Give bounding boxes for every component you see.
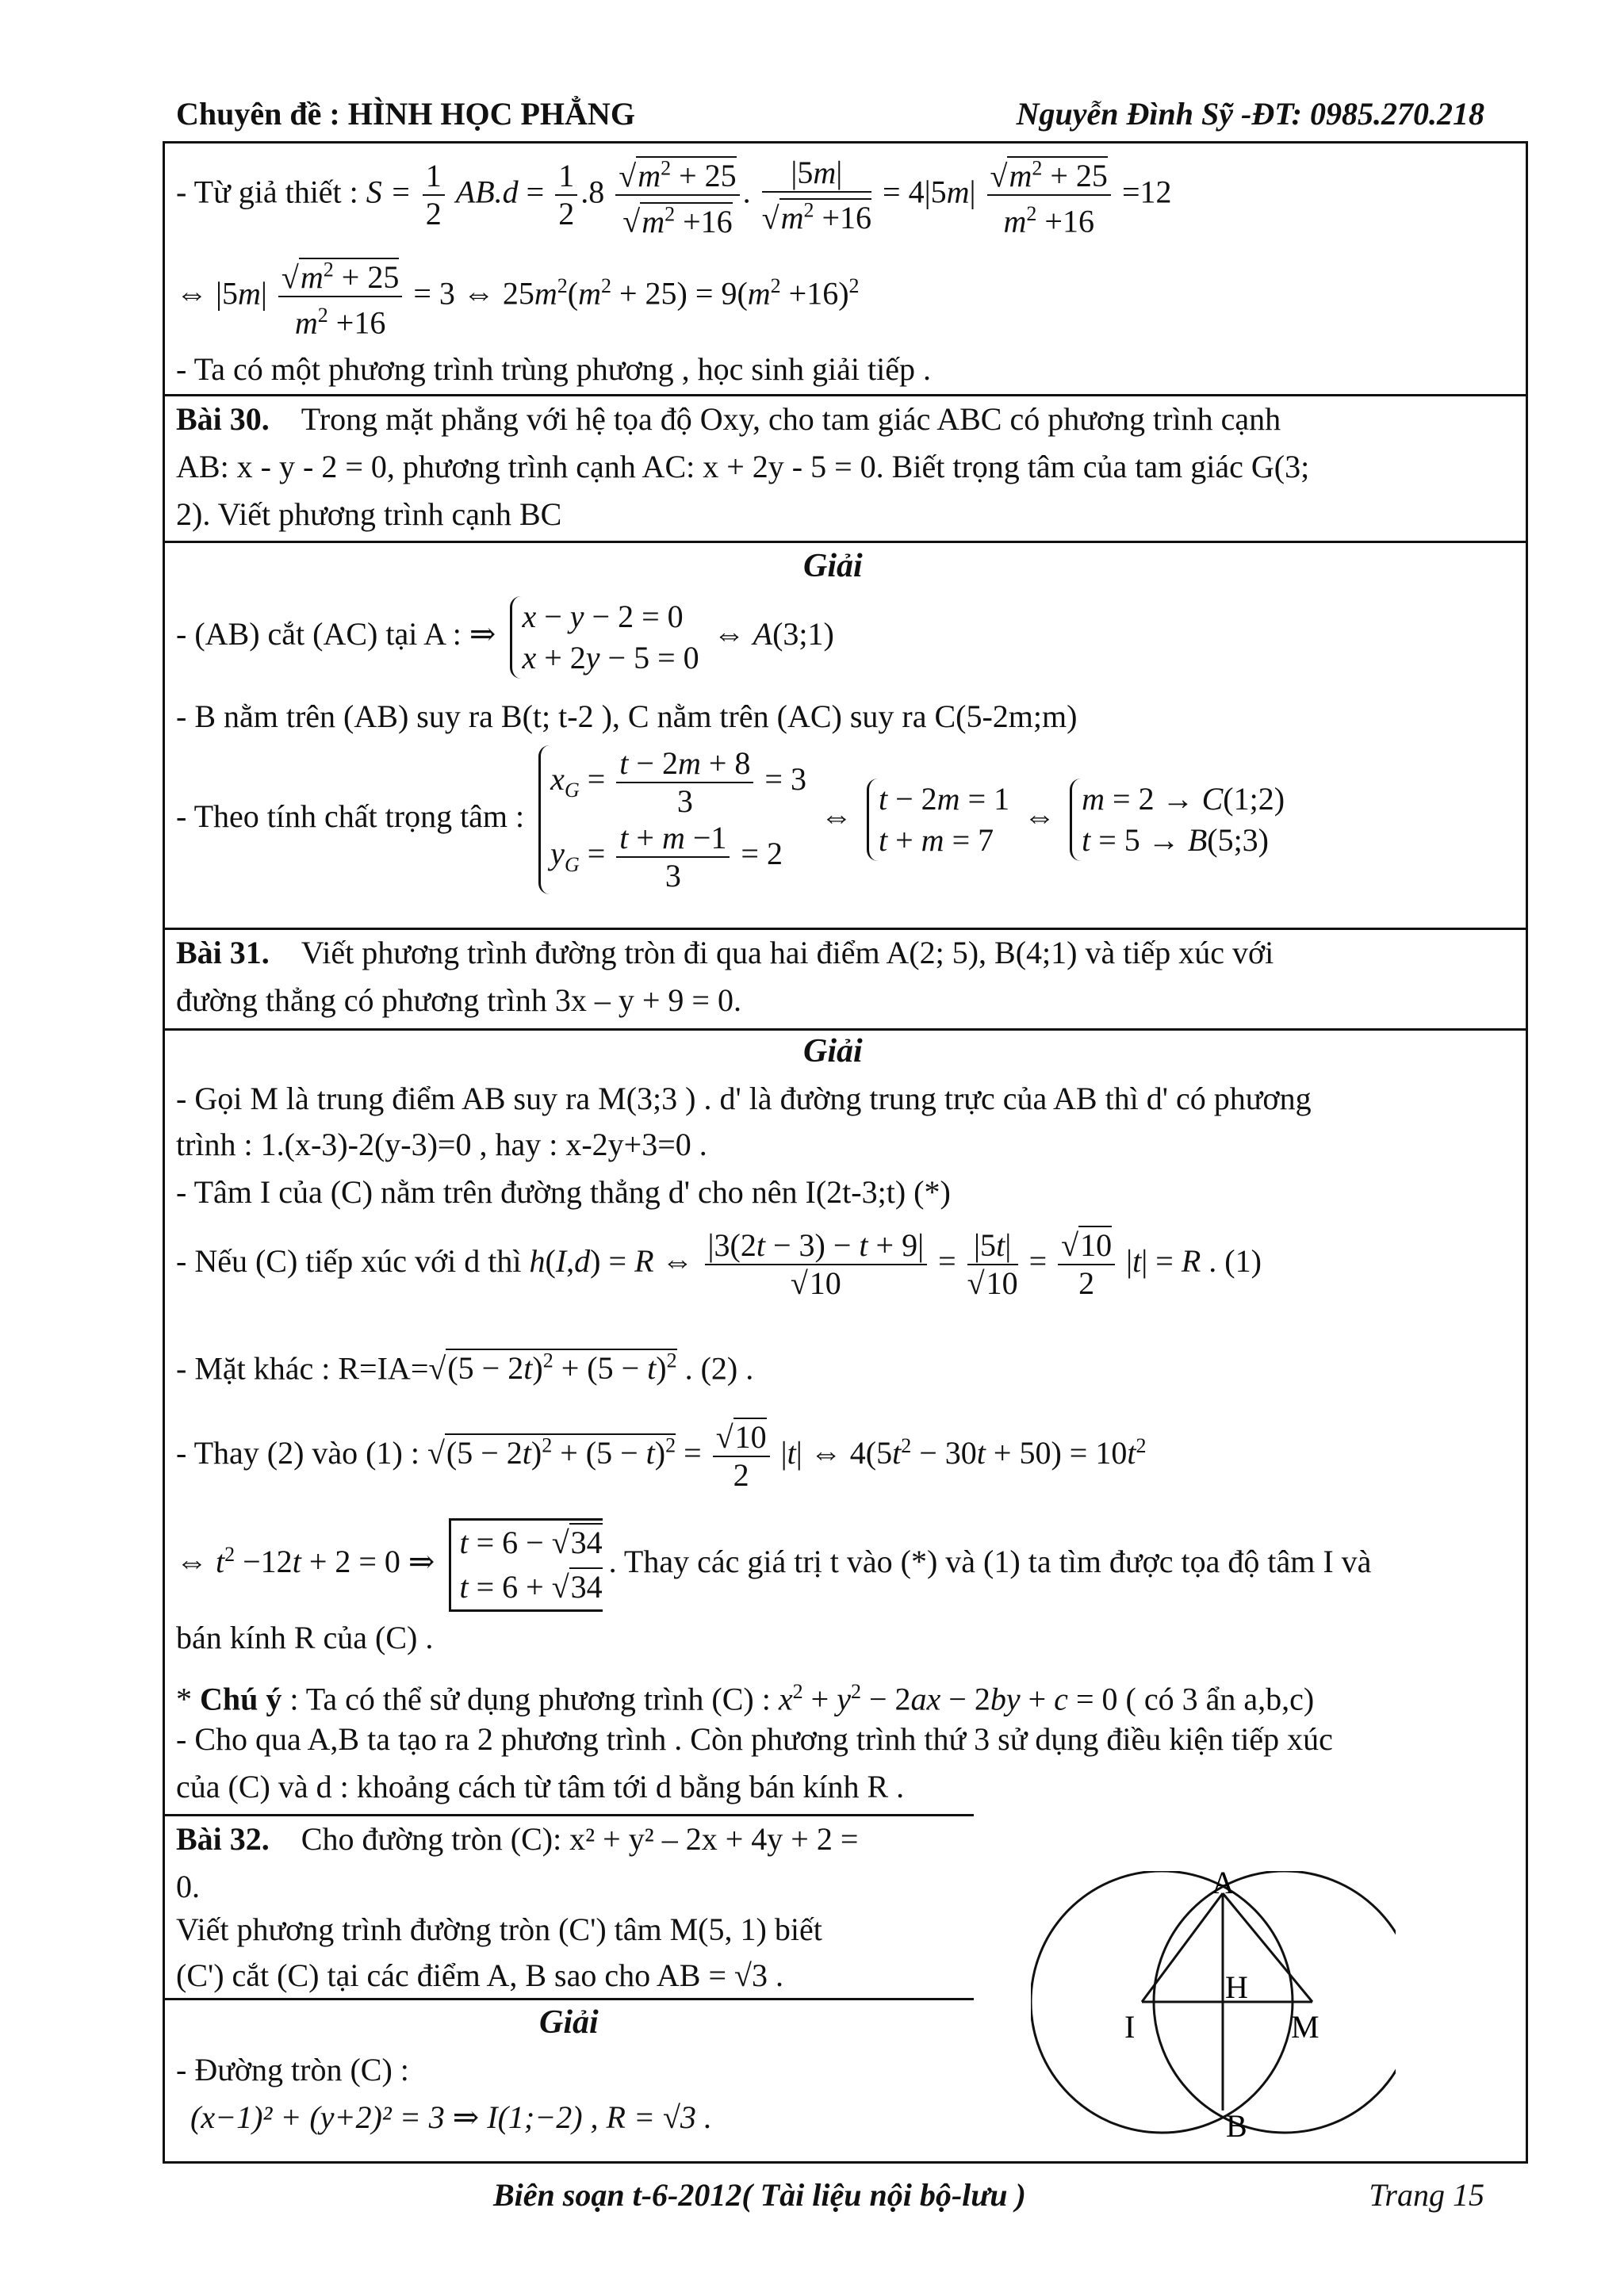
- top-line-2: ⇔ |5m| $\frac{√m^2 + 25}{m^2 +16}$ = 3 ⇔ $25m^2(m^2 + 25) = 9(m^2 +16)^2$: [176, 252, 860, 342]
- bai30-text-3: 2). Viết phương trình cạnh BC: [176, 496, 562, 532]
- footer-credit: Biên soạn t-6-2012( Tài liệu nội bộ-lưu ): [493, 2177, 1026, 2213]
- bai32-text-4-math: AB = √3 .: [656, 1957, 783, 1993]
- top-line-1-prefix: - Từ giả thiết :: [176, 174, 358, 210]
- note-tail: ( có 3 ẩn a,b,c): [1125, 1681, 1315, 1717]
- bai31-step-4-prefix: - Nếu (C) tiếp xúc với d thì: [176, 1243, 522, 1280]
- note-star: *: [176, 1681, 200, 1717]
- bai32-circle-figure: [1031, 1871, 1396, 2141]
- bai31-step-8: bán kính R của (C) .: [176, 1620, 434, 1655]
- bai32-step-1: - Đường tròn (C) :: [176, 2052, 409, 2087]
- label-m: M: [1291, 2009, 1320, 2045]
- bai31-step-6-prefix: - Thay (2) vào (1) :: [176, 1435, 419, 1471]
- bai31-text-1-body: Viết phương trình đường tròn đi qua hai điểm A(2; 5), B(4;1) và tiếp xúc với: [301, 935, 1274, 970]
- bai31-step-4: - Nếu (C) tiếp xúc với d thì h(I,d) = R ⇔ $\frac{|3(2t - 3) - t + 9|}{√10}$ = $\frac{|5t|}{√10}$ = $\frac{√10}{2}$ |t| = R . (1): [176, 1227, 1262, 1301]
- label-i: I: [1124, 2009, 1136, 2045]
- bai31-step-11: của (C) và d : khoảng cách từ tâm tới d bằng bán kính R .: [176, 1769, 905, 1804]
- header-topic: Chuyên đề : HÌNH HỌC PHẲNG: [176, 96, 635, 132]
- bai32-step-2: (x−1)² + (y+2)² = 3 ⇒ I(1;−2) , R = √3 .: [190, 2099, 712, 2135]
- bai32-text-2: 0.: [176, 1869, 200, 1904]
- top-line-3: - Ta có một phương trình trùng phương , học sinh giải tiếp .: [176, 351, 932, 387]
- note-label: Chú ý: [200, 1681, 282, 1717]
- bai30-step-1: - (AB) cắt (AC) tại A : ⇒ x − y − 2 = 0 x + 2y − 5 = 0 ⇔ A(3;1): [176, 596, 834, 679]
- bai31-text-1: [176, 934, 1274, 972]
- bai31-title: Bài 31.: [176, 935, 270, 970]
- bai31-step-2: trình : 1.(x-3)-2(y-3)=0 , hay : x-2y+3=0 .: [176, 1127, 707, 1162]
- bai31-step-4-suffix: . (1): [1208, 1243, 1262, 1280]
- label-a: A: [1212, 1871, 1235, 1900]
- bai31-giai-heading: Giải: [803, 1033, 863, 1070]
- bai30-step-1-prefix: - (AB) cắt (AC) tại A :: [176, 616, 462, 652]
- bai32-text-1: [176, 1820, 858, 1858]
- label-b: B: [1226, 2108, 1247, 2141]
- bai31-step-6: - Thay (2) vào (1) : $√(5 - 2t)^2 + (5 - t)^2$ = $\frac{√10}{2}$ |t| ⇔ $4(5t^2 - 30t + 50) = 10t^2$: [176, 1419, 1147, 1493]
- bai32-title: Bài 32.: [176, 1821, 270, 1857]
- bai30-title: Bài 30.: [176, 401, 270, 437]
- label-h: H: [1225, 1969, 1248, 2005]
- bai31-step-10: - Cho qua A,B ta tạo ra 2 phương trình . Còn phương trình thứ 3 sử dụng điều kiện tiếp xúc: [176, 1721, 1333, 1757]
- bai31-step-5-prefix: - Mặt khác : R=IA=: [176, 1350, 429, 1387]
- bai30-giai-heading: Giải: [803, 548, 863, 584]
- top-line-1: - Từ giả thiết : S = $\frac{1}{2}$ AB.d = $\frac{1}{2}$ .8 $\frac{√m^2 + 25}{√m^2 +16}$ . $\frac{|5m|}{√m^2 +16}$ = 4|5m| $\frac{√m^2 + 25}{m^2 +16}$ =12: [176, 151, 1172, 240]
- equiv-symbol: ⇔: [176, 275, 208, 312]
- bai31-step-7: ⇔ $t^2 -12t + 2 = 0$ ⇒ t = 6 − √34 t = 6 + √34 . Thay các giá trị t vào (*) và (1) ta tìm được tọa độ tâm I và: [176, 1518, 1371, 1612]
- footer-page-number: Trang 15: [1369, 2177, 1484, 2213]
- bai32-text-4: [176, 1957, 783, 1995]
- bai30-step-3: - Theo tính chất trọng tâm : $x_G$ = $\frac{t - 2m + 8}{3}$ = 3 $y_G$ = $\frac{t + m -1}{3}$ = 2 ⇔ t − 2m = 1 t + m = 7 ⇔ m = 2 → C(1;2) t = 5 → B(5;3): [176, 745, 1285, 894]
- bai32-text-3: Viết phương trình đường tròn (C') tâm M(5, 1) biết: [176, 1911, 822, 1947]
- bai32-text-4-body: (C') cắt (C) tại các điểm A, B sao cho: [176, 1957, 651, 1993]
- bai31-step-5-suffix: . (2) .: [684, 1350, 754, 1387]
- bai30-step-3-prefix: - Theo tính chất trọng tâm :: [176, 798, 525, 835]
- bai30-text-2: AB: x - y - 2 = 0, phương trình cạnh AC: x + 2y - 5 = 0. Biết trọng tâm của tam giác G(3;: [176, 449, 1310, 484]
- header-author: Nguyễn Đình Sỹ -ĐT: 0985.270.218: [1016, 96, 1484, 132]
- bai31-step-5: - Mặt khác : $R=IA=√(5 - 2t)^2 + (5 - t)^2$ . (2) .: [176, 1349, 754, 1387]
- bai30-text-1: [176, 400, 1281, 438]
- note-text: : Ta có thể sử dụng phương trình (C) :: [282, 1681, 771, 1717]
- segment-ia: [1142, 1893, 1223, 2002]
- bai32-giai-heading: Giải: [539, 2004, 599, 2041]
- bai31-text-2: đường thẳng có phương trình 3x – y + 9 = 0.: [176, 982, 741, 1018]
- bai31-step-1: - Gọi M là trung điểm AB suy ra M(3;3 ) . d' là đường trung trực của AB thì d' có phương: [176, 1081, 1312, 1116]
- bai31-step-3: - Tâm I của (C) nằm trên đường thẳng d' cho nên I(2t-3;t) (*): [176, 1174, 951, 1210]
- bai30-step-2: - B nằm trên (AB) suy ra B(t; t-2 ), C nằm trên (AC) suy ra C(5-2m;m): [176, 698, 1078, 734]
- bai32-text-1-body: Cho đường tròn (C): x² + y² – 2x + 4y + 2 =: [301, 1821, 859, 1857]
- bai30-text-1-body: Trong mặt phẳng với hệ tọa độ Oxy, cho tam giác ABC có phương trình cạnh: [301, 401, 1281, 437]
- bai31-note: * Chú ý : Ta có thể sử dụng phương trình (C) : $x^2 + y^2 - 2ax - 2by + c = 0$ ( có 3 ẩn a,b,c): [176, 1680, 1315, 1717]
- bai31-step-7-suffix: . Thay các giá trị t vào (*) và (1) ta tìm được tọa độ tâm I và: [608, 1544, 1372, 1580]
